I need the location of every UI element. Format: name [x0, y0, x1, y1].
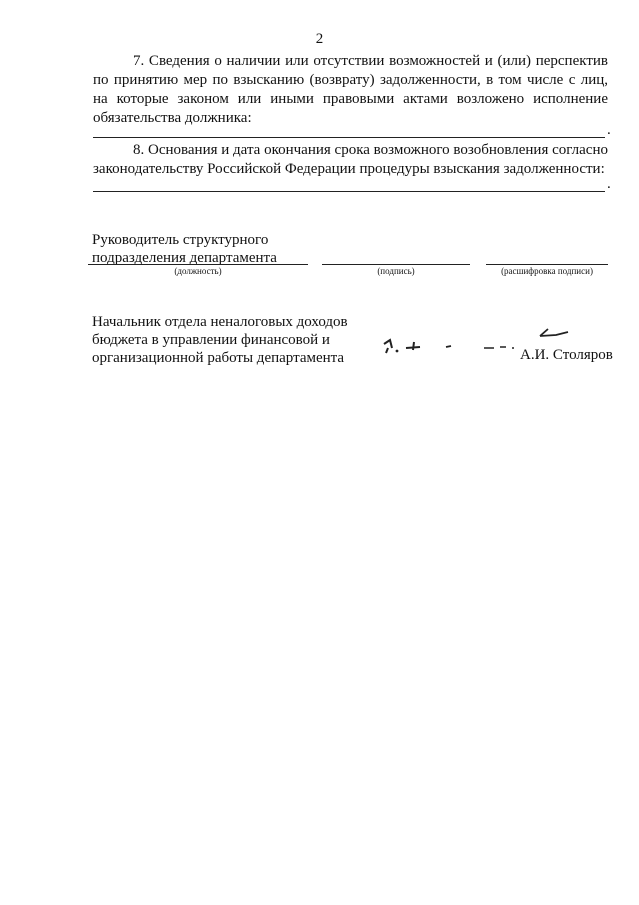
section-7-text: 7. Сведения о наличии или отсутствии возможностей и (или) перспектив по принятию мер по взысканию (возврату) задолженности, в том числе с лиц, на которые законом или иными правовыми актами возложено исполнение обязательства должника: — [93, 53, 608, 126]
section-7-blank-line — [93, 137, 605, 138]
section-8 — [93, 141, 608, 179]
section-8-text: 8. Основания и дата окончания срока возможного возобновления согласно законодательству Российской Федерации процедуры взыскания задолженности: — [93, 142, 608, 177]
section-8-blank-line — [93, 191, 605, 192]
head-title-line-2: подразделения департамента — [92, 250, 277, 266]
section-7 — [93, 52, 608, 128]
chief-title-line-2: бюджета в управлении финансовой и — [92, 332, 330, 348]
signature-caption: (подпись) — [377, 266, 415, 276]
decoding-line — [486, 264, 608, 265]
position-caption: (должность) — [174, 266, 222, 276]
position-line — [88, 264, 308, 265]
head-title — [92, 231, 277, 267]
chief-title-line-3: организационной работы департамента — [92, 350, 345, 366]
section-8-end-mark: . — [607, 176, 611, 192]
signature-line — [322, 264, 470, 265]
page-number: 2 — [315, 31, 324, 47]
head-title-line-1: Руководитель структурного — [92, 232, 269, 248]
decoding-caption: (расшифровка подписи) — [501, 266, 593, 276]
section-7-end-mark: . — [607, 122, 611, 138]
chief-name: А.И. Столяров — [520, 347, 613, 363]
chief-title-line-1: Начальник отдела неналоговых доходов — [92, 314, 348, 330]
chief-title — [92, 313, 348, 367]
